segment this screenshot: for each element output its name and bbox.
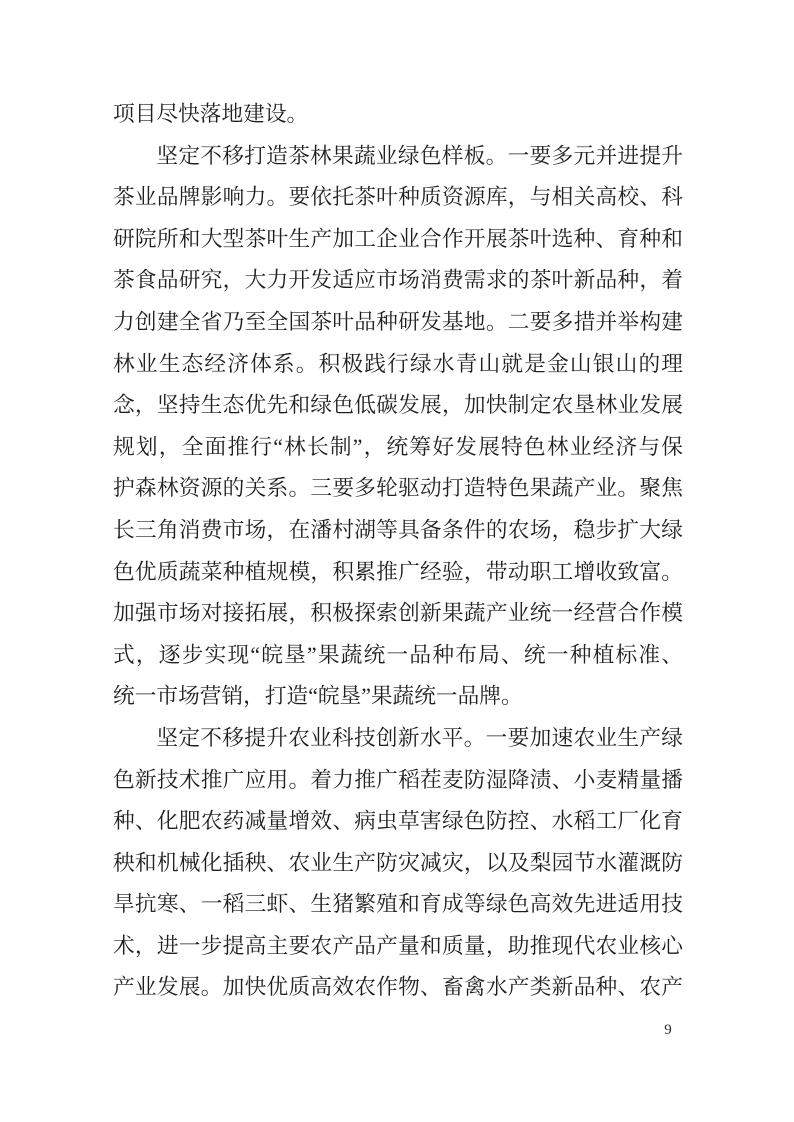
- text-line: 长三角消费市场，在潘村湖等具备条件的农场，稳步扩大绿: [113, 517, 683, 542]
- text-line: 护森林资源的关系。三要多轮驱动打造特色果蔬产业。聚焦: [113, 476, 683, 501]
- text-line: 加强市场对接拓展，积极探索创新果蔬产业统一经营合作模: [113, 601, 683, 626]
- text-line: 坚定不移打造茶林果蔬业绿色样板。一要多元并进提升: [156, 143, 683, 168]
- text-line: 念，坚持生态优先和绿色低碳发展，加快制定农垦林业发展: [113, 393, 683, 418]
- text-line: 研院所和大型茶叶生产加工企业合作开展茶叶选种、育种和: [113, 226, 683, 251]
- text-line: 坚定不移提升农业科技创新水平。一要加速农业生产绿: [156, 725, 683, 750]
- page-number: 9: [664, 1022, 672, 1038]
- text-line: 茶业品牌影响力。要依托茶叶种质资源库，与相关高校、科: [113, 185, 683, 210]
- text-line: 术，进一步提高主要农产品产量和质量，助推现代农业核心: [113, 933, 683, 958]
- text-line: 式，逐步实现“皖垦”果蔬统一品种布局、统一种植标准、: [113, 642, 683, 667]
- text-line: 秧和机械化插秧、农业生产防灾减灾，以及梨园节水灌溉防: [113, 850, 683, 875]
- text-line: 项目尽快落地建设。: [113, 102, 309, 126]
- text-line: 力创建全省乃至全国茶叶品种研发基地。二要多措并举构建: [113, 309, 683, 334]
- text-line: 统一市场营销，打造“皖垦”果蔬统一品牌。: [113, 684, 523, 709]
- text-line: 旱抗寒、一稻三虾、生猪繁殖和育成等绿色高效先进适用技: [113, 892, 683, 917]
- text-line: 茶食品研究，大力开发适应市场消费需求的茶叶新品种，着: [113, 268, 683, 293]
- paragraph: [113, 718, 683, 1009]
- text-line: 种、化肥农药减量增效、病虫草害绿色防控、水稻工厂化育: [113, 809, 683, 834]
- text-line: 规划，全面推行“林长制”，统筹好发展特色林业经济与保: [113, 434, 683, 459]
- text-line: 色优质蔬菜种植规模，积累推广经验，带动职工增收致富。: [113, 559, 683, 584]
- text-line: 色新技术推广应用。着力推广稻茬麦防湿降渍、小麦精量播: [113, 767, 683, 792]
- paragraph: [113, 136, 683, 718]
- paragraph: [113, 94, 683, 136]
- text-line: 林业生态经济体系。积极践行绿水青山就是金山银山的理: [113, 351, 683, 376]
- body-text: [113, 94, 683, 1009]
- text-line: 产业发展。加快优质高效农作物、畜禽水产类新品种、农产: [113, 975, 683, 1000]
